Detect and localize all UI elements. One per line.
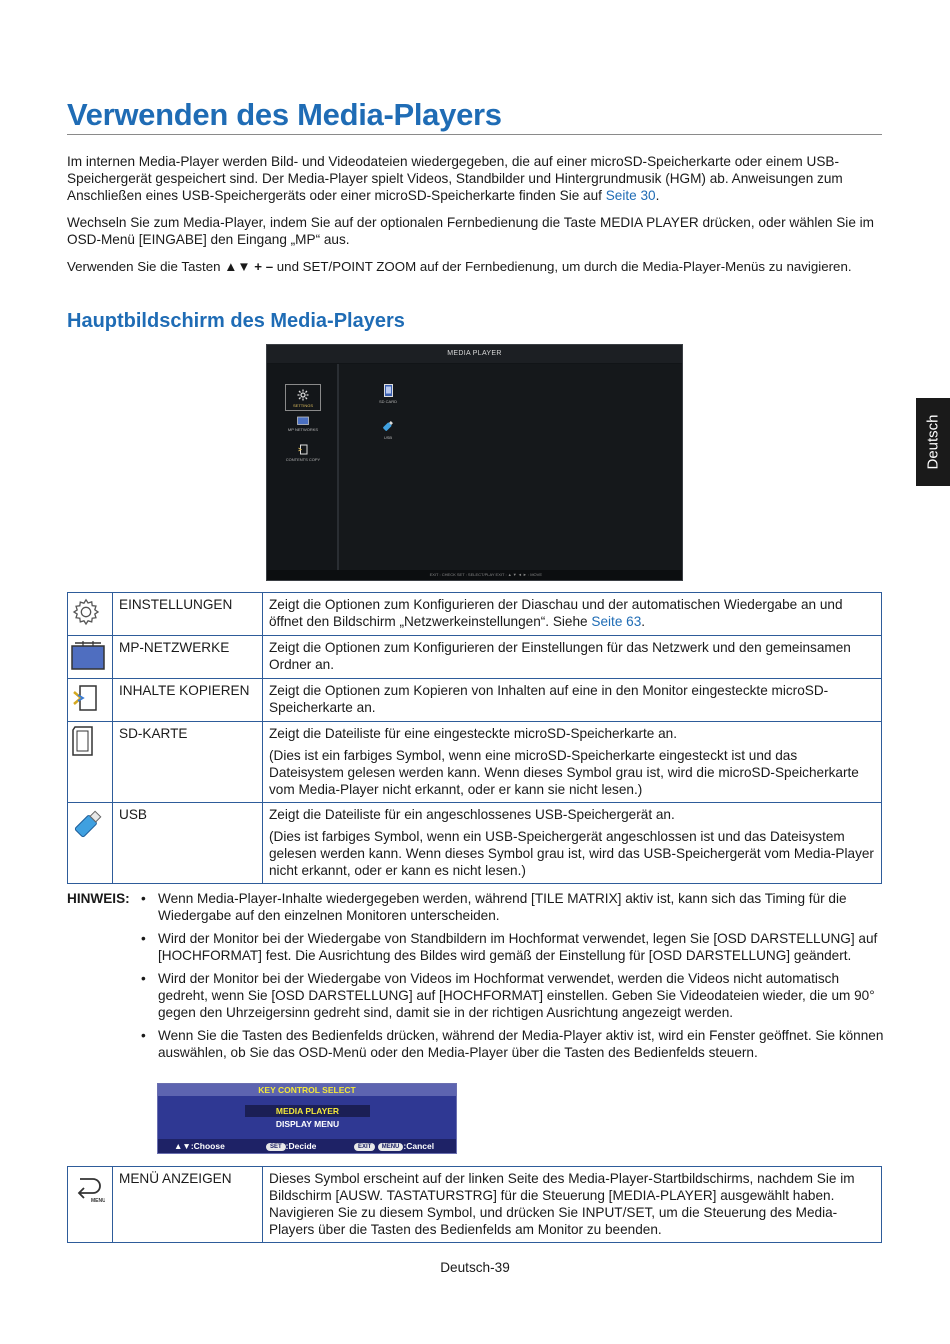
dialog-footer [158,1139,456,1153]
list-item: • Wenn Sie die Tasten des Bedienfelds drücken, während der Media-Player aktiv ist, wird ein Fenster geöffnet. Sie können auswählen, ob Sie das OSD-Menü oder den Media-Player über die Tasten des Bedienfelds steuern. [140,1027,885,1061]
list-item: • Wird der Monitor bei der Wiedergabe von Videos im Hochformat verwendet, werden die Videos nicht automatisch gedreht, wenn Sie [OSD DARSTELLUNG] auf [HOCHFORMAT] einstellen. Geben Sie Videodateien wieder, die um 90° gegen den Uhrzeigersinn gedreht sind, damit sie in der richtigen Ausrichtung angezeigt werden. [140,970,885,1021]
feature-description-end: . [641,614,646,629]
icon-cell [68,593,113,636]
mp-footer: EXIT : CHECK SET : SELECT/PLAY EXIT : ▲ ▼ ◄ ► : MOVE [267,570,682,580]
feature-description: Zeigt die Optionen zum Kopieren von Inhalten auf eine in den Monitor eingesteckte microSD-Speicherkarte an. [263,679,882,722]
media-player-screenshot [266,344,683,581]
mp-networks-label: MP NETWORKS [287,427,319,432]
mp-body [267,364,682,572]
page-title: Verwenden des Media-Players [67,97,502,132]
mp-settings-label: SETTINGS [292,403,313,408]
mp-contents-copy-item[interactable] [285,444,321,462]
mp-sd-card-label: SD CARD [378,399,397,404]
menu-table [67,1166,882,1243]
feature-name: SD-KARTE [113,722,263,803]
table-row [68,679,882,722]
usb-icon [71,807,105,841]
network-folder-icon [71,640,105,670]
feature-description: Zeigt die Optionen zum Konfigurieren der Einstellungen für das Netzwerk und den gemeinsamen Ordner an. [263,636,882,679]
intro-text-3a: Verwenden Sie die Tasten [67,259,225,274]
note-label: HINWEIS: [67,891,130,906]
mp-header: MEDIA PLAYER [267,345,682,363]
feature-description-text: Zeigt die Dateiliste für eine eingesteckte microSD-Speicherkarte an. [269,726,678,741]
footer-cancel-label: :Cancel [403,1141,435,1151]
intro-paragraph-2: Wechseln Sie zum Media-Player, indem Sie auf der optionalen Fernbedienung die Taste MEDIA PLAYER drücken, oder wählen Sie im OSD-Menü [EINGABE] den Eingang „MP“ aus. [67,215,875,247]
footer-decide-label: :Decide [285,1141,317,1151]
feature-description [263,722,882,803]
table-row [68,1167,882,1243]
arrow-keys-icon: ▲▼ [174,1141,191,1151]
network-folder-icon [297,416,309,425]
feature-table [67,592,882,884]
option-display-menu[interactable]: DISPLAY MENU [275,1119,340,1129]
option-media-player[interactable]: MEDIA PLAYER [245,1105,370,1117]
icon-cell [68,679,113,722]
table-row [68,722,882,803]
intro-text-3b: und SET/POINT ZOOM auf der Fernbedienung, um durch die Media-Player-Menüs zu navigieren. [273,259,852,274]
link-page-30[interactable]: Seite 30 [605,188,656,203]
gear-icon [71,597,101,627]
mp-networks-item[interactable] [285,416,321,432]
feature-description [263,803,882,884]
mp-sd-card-item[interactable] [375,384,401,404]
mp-sidebar [267,364,339,572]
feature-name: MP-NETZWERKE [113,636,263,679]
feature-description-note: (Dies ist farbiges Symbol, wenn ein USB-Speichergerät angeschlossen ist und das Dateisystem gelesen werden kann. Wenn dieses Symbol grau ist, wird das USB-Speichergerät vom Media-Player nicht erkannt, oder er kann es nicht lesen.) [269,829,874,878]
menu-key-icon: MENU [378,1143,404,1151]
footer-choose-label: :Choose [190,1141,225,1151]
remote-keys-label: ▲▼ + – [224,259,274,274]
section-title: Hauptbildschirm des Media-Players [67,310,405,332]
feature-description [263,593,882,636]
menu-return-icon [71,1171,105,1203]
language-side-tab [916,398,950,486]
mp-settings-item[interactable] [285,384,321,411]
icon-cell [68,803,113,884]
feature-description-text: Zeigt die Optionen zum Konfigurieren der Diaschau und der automatischen Wiedergabe an und öffnet den Bildschirm „Netzwerkeinstellungen“. Siehe [269,597,843,629]
side-tab-label: Deutsch [924,414,942,470]
feature-name: MENÜ ANZEIGEN [113,1167,263,1243]
page-number: Deutsch-39 [440,1260,510,1275]
table-row [68,803,882,884]
feature-name: INHALTE KOPIEREN [113,679,263,722]
list-item: • Wenn Media-Player-Inhalte wiedergegeben werden, während [TILE MATRIX] aktiv ist, kann sich das Timing für die Wiedergabe auf den einzelnen Monitoren unterscheiden. [140,890,885,924]
icon-cell [68,1167,113,1243]
footer-choose [174,1139,225,1153]
table-row [68,593,882,636]
mp-usb-label: USB [383,435,393,440]
contents-copy-icon [71,683,99,713]
feature-name: EINSTELLUNGEN [113,593,263,636]
table-row [68,636,882,679]
title-rule [67,134,882,135]
intro-paragraph-1 [67,153,887,204]
usb-icon [381,419,395,433]
footer-cancel [354,1139,434,1153]
feature-name: USB [113,803,263,884]
icon-cell [68,636,113,679]
key-control-select-dialog [157,1083,457,1154]
mp-contents-copy-label: CONTENTS COPY [285,457,321,462]
feature-description-text: Zeigt die Dateiliste für ein angeschlossenes USB-Speichergerät an. [269,807,675,822]
footer-decide [266,1139,316,1153]
intro-paragraph-3 [67,258,887,275]
intro-text-1-end: . [655,188,660,203]
menu-icon-label: MENU [91,1198,105,1203]
link-page-63[interactable]: Seite 63 [591,614,642,629]
icon-cell [68,722,113,803]
note-bullet-list [140,890,885,1067]
set-key-icon: SET [266,1143,286,1151]
gear-icon [297,389,309,401]
dialog-title: KEY CONTROL SELECT [158,1084,456,1096]
feature-description: Dieses Symbol erscheint auf der linken Seite des Media-Player-Startbildschirms, nachdem Sie im Bildschirm [AUSW. TASTATURSTRG] für die Steuerung [MEDIA-PLAYER] ausgewählt haben. Navigieren Sie zu diesem Symbol, und drücken Sie INPUT/SET, um die Steuerung des Media-Players über die Tasten des Bedienfelds am Monitor zu beenden. [263,1167,882,1243]
mp-usb-item[interactable] [375,419,401,440]
sd-card-icon [383,384,394,397]
contents-copy-icon [298,444,308,455]
feature-description-note: (Dies ist ein farbiges Symbol, wenn eine microSD-Speicherkarte eingesteckt ist und das Dateisystem gelesen werden kann. Wenn dieses Symbol grau ist, wird die microSD-Speicherkarte vom Media-Player nicht erkannt, oder er kann sie nicht lesen.) [269,748,859,797]
exit-key-icon: EXIT [354,1143,375,1151]
sd-card-icon [71,726,95,756]
intro-text-1: Im internen Media-Player werden Bild- und Videodateien wiedergegeben, die auf einer microSD-Speicherkarte oder einem USB-Speichergerät gespeichert sind. Der Media-Player spielt Videos, Standbilder und Hintergrundmusik (HGM) ab. Anweisungen zum Anschließen eines USB-Speichergeräts oder einer microSD-Speicherkarte finden Sie auf [67,154,843,203]
list-item: • Wird der Monitor bei der Wiedergabe von Standbildern im Hochformat verwendet, legen Sie [OSD DARSTELLUNG] auf [HOCHFORMAT] fest. Die Ausrichtung des Bildes wird gemäß der Einstellung für [OSD DARSTELLUNG] geändert. [140,930,885,964]
